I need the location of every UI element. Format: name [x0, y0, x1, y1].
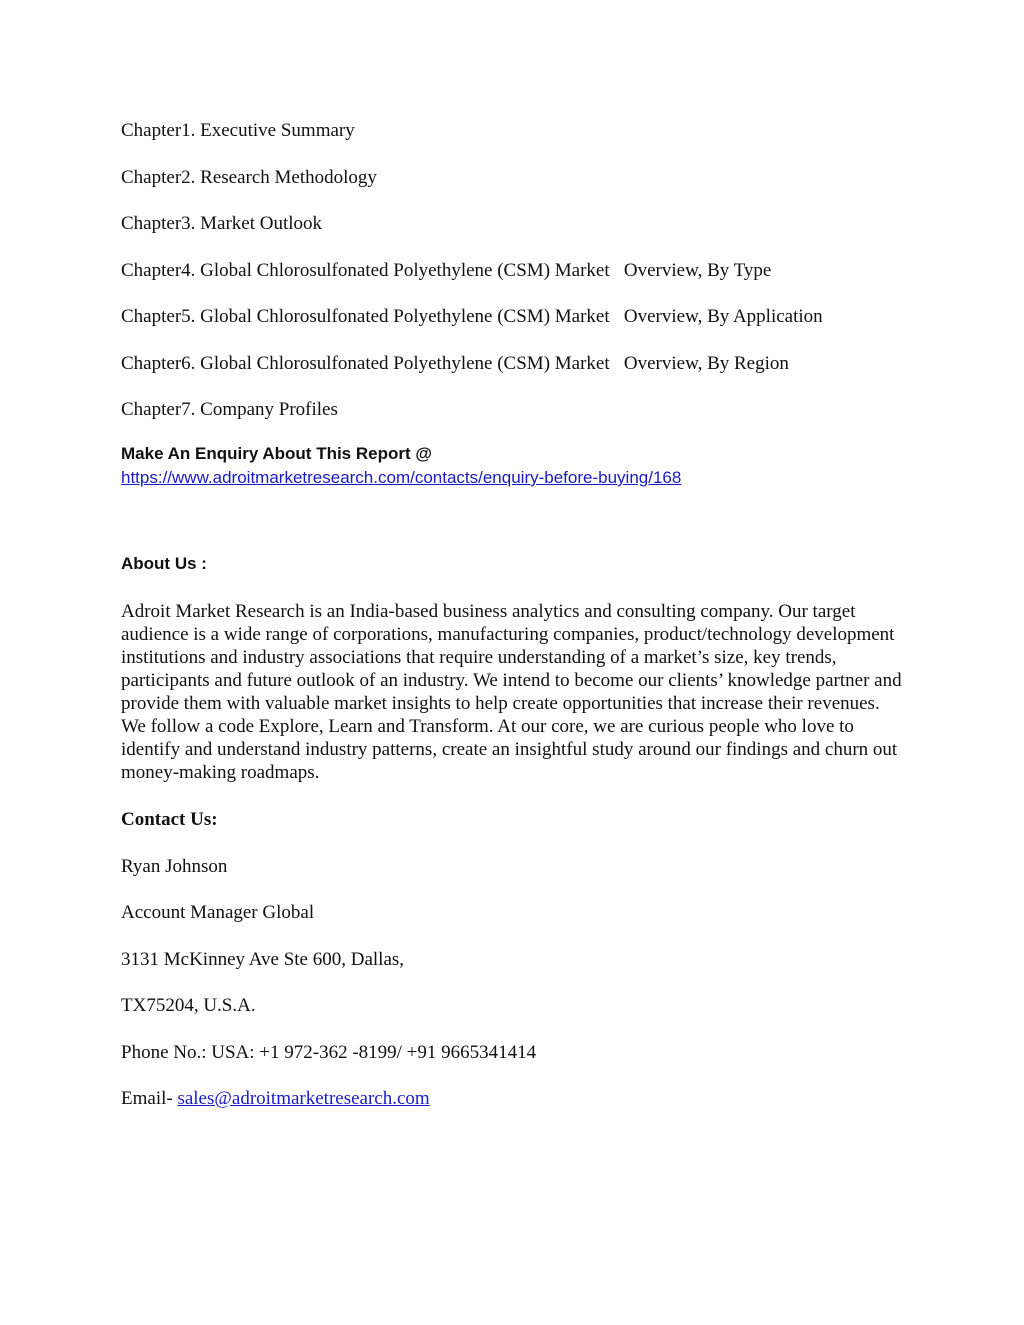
- about-body: Adroit Market Research is an India-based business analytics and consulting company. Our target audience is a wide range of corporations, manufacturing companies, product/technology development institutions and industry associations that require understanding of a market’s size, key trends, participants and future outlook of an industry. We intend to become our clients’ knowledge partner and provide them with valuable market insights to help create opportunities that increase their revenues. We follow a code Explore, Learn and Transform. At our core, we are curious people who love to identify and understand industry patterns, create an insightful study around our findings and churn out money-making roadmaps.: [121, 601, 902, 783]
- email-link[interactable]: sales@adroitmarketresearch.com: [177, 1088, 430, 1109]
- enquiry-heading: Make An Enquiry About This Report @: [121, 444, 432, 463]
- contact-phone: Phone No.: USA: +1 972-362 -8199/ +91 9665341414: [121, 1041, 537, 1063]
- about-section: [121, 552, 911, 784]
- chapter-item: Chapter6. Global Chlorosulfonated Polyethylene (CSM) Market Overview, By Region: [121, 352, 789, 374]
- contact-address-line2: TX75204, U.S.A.: [121, 995, 256, 1016]
- chapter-item: Chapter5. Global Chlorosulfonated Polyethylene (CSM) Market Overview, By Application: [121, 306, 823, 327]
- page-content: [121, 118, 911, 1133]
- enquiry-link[interactable]: https://www.adroitmarketresearch.com/contacts/enquiry-before-buying/168: [121, 468, 682, 487]
- chapter-item: Chapter7. Company Profiles: [121, 399, 338, 420]
- contact-email-line: [121, 1086, 911, 1112]
- about-heading: About Us :: [121, 554, 207, 573]
- chapter-list: [121, 118, 911, 423]
- contact-title: Account Manager Global: [121, 902, 315, 923]
- contact-section: [121, 807, 911, 1112]
- contact-name: Ryan Johnson: [121, 855, 228, 877]
- chapter-item: Chapter4. Global Chlorosulfonated Polyethylene (CSM) Market Overview, By Type: [121, 259, 772, 281]
- contact-heading: Contact Us:: [121, 809, 218, 830]
- email-label: Email-: [121, 1088, 178, 1109]
- contact-address-line1: 3131 McKinney Ave Ste 600, Dallas,: [121, 948, 405, 970]
- chapter-item: Chapter2. Research Methodology: [121, 166, 377, 188]
- chapter-item: Chapter3. Market Outlook: [121, 213, 323, 234]
- chapter-item: Chapter1. Executive Summary: [121, 120, 355, 141]
- enquiry-section: [121, 442, 911, 490]
